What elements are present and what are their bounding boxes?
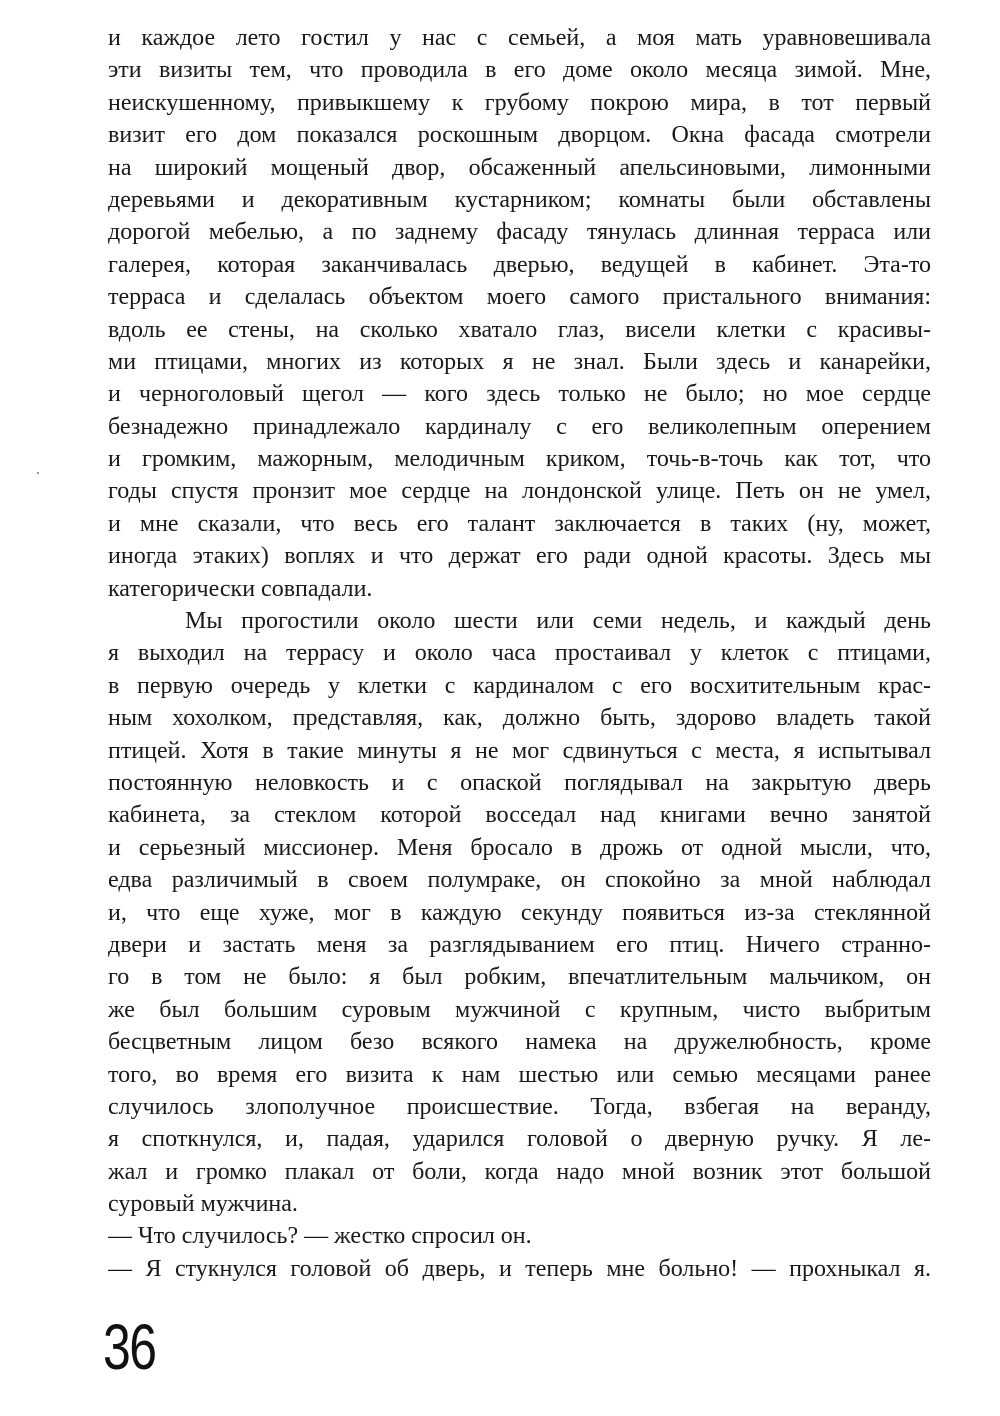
text-line: двери и застать меня за разглядыванием его птиц. Ничего странно- [108, 931, 931, 958]
body-text [108, 22, 931, 1285]
text-line: терраса и сделалась объектом моего самого пристального внимания: [108, 284, 931, 311]
text-line: постоянную неловкость и с опаской поглядывал на закрытую дверь [108, 769, 931, 796]
text-line: и мне сказали, что весь его талант заключается в таких (ну, может, [108, 510, 931, 537]
text-line: я споткнулся, и, падая, ударился головой о дверную ручку. Я ле- [108, 1126, 931, 1153]
paragraph-end-line: категорически совпадали. [108, 575, 373, 602]
text-line: иногда этаких) воплях и что держат его ради одной красоты. Здесь мы [108, 543, 931, 570]
page-number: 36 [103, 1311, 156, 1383]
text-line: визит его дом показался роскошным дворцом. Окна фасада смотрели [108, 122, 931, 149]
text-line: дорогой мебелью, а по заднему фасаду тянулась длинная терраса или [108, 219, 931, 246]
text-line: того, во время его визита к нам шестью или семью месяцами ранее [108, 1061, 931, 1088]
text-line: ми птицами, многих из которых я не знал. Были здесь и канарейки, [108, 348, 931, 375]
text-line: бесцветным лицом безо всякого намека на дружелюбность, кроме [108, 1029, 931, 1056]
text-line: кабинета, за стеклом которой восседал над книгами вечно занятой [108, 802, 931, 829]
margin-speck [37, 472, 39, 474]
text-line: случилось злополучное происшествие. Тогда, взбегая на веранду, [108, 1093, 931, 1120]
paragraph-start-line: Мы прогостили около шести или семи недель, и каждый день [185, 608, 931, 635]
dialogue-line: — Я стукнулся головой об дверь, и теперь мне больно! — прохныкал я. [108, 1255, 931, 1282]
text-line: я выходил на террасу и около часа простаивал у клеток с птицами, [108, 640, 931, 667]
text-line: неискушенному, привыкшему к грубому покрою мира, в тот первый [108, 89, 931, 116]
text-line: деревьями и декоративным кустарником; комнаты были обставлены [108, 186, 931, 213]
text-line: на широкий мощеный двор, обсаженный апельсиновыми, лимонными [108, 154, 931, 181]
text-line: эти визиты тем, что проводила в его доме около месяца зимой. Мне, [108, 57, 931, 84]
text-line: и серьезный миссионер. Меня бросало в дрожь от одной мысли, что, [108, 834, 931, 861]
text-line: безнадежно принадлежало кардиналу с его великолепным оперением [108, 413, 931, 440]
text-line: и громким, мажорным, мелодичным криком, точь-в-точь как тот, что [108, 446, 931, 473]
text-line: и каждое лето гостил у нас с семьей, а моя мать уравновешивала [108, 25, 931, 51]
text-line: и черноголовый щегол — кого здесь только не было; но мое сердце [108, 381, 931, 408]
text-line: в первую очередь у клетки с кардиналом с его восхитительным крас- [108, 672, 931, 699]
text-line: птицей. Хотя в такие минуты я не мог сдвинуться с места, я испытывал [108, 737, 931, 764]
text-line: жал и громко плакал от боли, когда надо мной возник этот большой [108, 1158, 931, 1185]
text-line: и, что еще хуже, мог в каждую секунду появиться из-за стеклянной [108, 899, 931, 926]
dialogue-line: — Что случилось? — жестко спросил он. [108, 1223, 532, 1250]
text-line: галерея, которая заканчивалась дверью, ведущей в кабинет. Эта-то [108, 251, 931, 278]
text-line: ным хохолком, представляя, как, должно быть, здорово владеть такой [108, 705, 931, 732]
text-line: годы спустя пронзит мое сердце на лондонской улице. Петь он не умел, [108, 478, 931, 505]
text-line: едва различимый в своем полумраке, он спокойно за мной наблюдал [108, 867, 931, 894]
text-line: же был большим суровым мужчиной с крупным, чисто выбритым [108, 996, 931, 1023]
text-line: го в том не было: я был робким, впечатлительным мальчиком, он [108, 964, 931, 991]
text-line: вдоль ее стены, на сколько хватало глаз, висели клетки с красивы- [108, 316, 931, 343]
paragraph-end-line: суровый мужчина. [108, 1191, 298, 1218]
